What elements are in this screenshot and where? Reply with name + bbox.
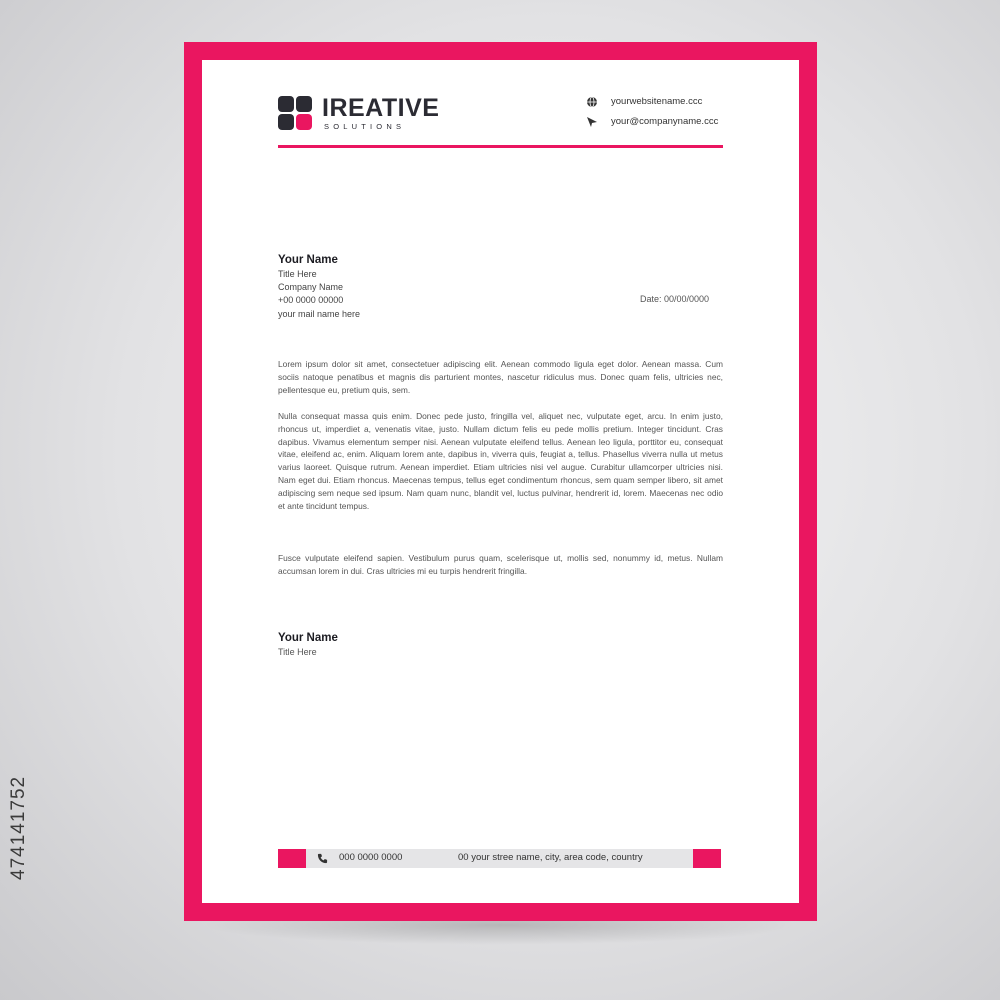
website-text[interactable]: yourwebsitename.ccc <box>611 96 703 107</box>
stock-image-id: 474141752 <box>8 775 29 880</box>
footer-address: 00 your stree name, city, area code, country <box>458 852 643 863</box>
globe-icon <box>586 96 598 108</box>
body-paragraph: Lorem ipsum dolor sit amet, consectetuer adipiscing elit. Aenean commodo ligula eget dolor. Aenean massa. Cum sociis natoque penatibus et magnis dis parturient montes, nascetur ridiculus mus. Donec quam felis, ultricies nec, pellentesque eu, pretium quis, sem. <box>278 359 723 395</box>
sender-name: Your Name <box>278 254 338 266</box>
sender-title: Title Here <box>278 269 317 279</box>
brand-name: IREATIVE <box>322 94 440 122</box>
sender-block <box>278 253 360 321</box>
brand-tagline: SOLUTIONS <box>324 122 406 131</box>
signature-name: Your Name <box>278 632 338 644</box>
logo-mark-icon <box>278 96 312 130</box>
body-paragraph: Nulla consequat massa quis enim. Donec pede justo, fringilla vel, aliquet nec, vulputate eget, arcu. In enim justo, rhoncus ut, imperdiet a, venenatis vitae, justo. Nullam dictum felis eu pede mollis pretium. Integer tincidunt. Cras dapibus. Vivamus elementum semper nisi. Aenean vulputate eleifend tellus. Aenean leo ligula, porttitor eu, consequat vitae, eleifend ac, enim. Aliquam lorem ante, dapibus in, viverra quis, feugiat a, tellus. Phasellus viverra nulla ut metus varius laoreet. Quisque rutrum. Aenean imperdiet. Etiam ultricies nisi vel augue. Curabitur ullamcorper ultricies nisi. Nam eget dui. Etiam rhoncus. Maecenas tempus, tellus eget condimentum rhoncus, sem quam semper libero, sit amet adipiscing sem neque sed ipsum. Nam quam nunc, blandit vel, luctus pulvinar, hendrerit id, lorem. Maecenas nec odio et ante tincidunt tempus. <box>278 411 723 511</box>
footer-bar <box>278 849 721 868</box>
company-logo <box>278 96 438 136</box>
footer-phone: 000 0000 0000 <box>339 852 403 863</box>
signature-title: Title Here <box>278 647 317 657</box>
sender-email: your mail name here <box>278 308 361 319</box>
signature-block <box>278 631 338 659</box>
letterhead-page <box>202 60 799 903</box>
sender-phone: +00 0000 00000 <box>278 295 344 306</box>
letter-date: Date: 00/00/0000 <box>640 294 710 304</box>
email-text[interactable]: your@companyname.ccc <box>611 116 719 127</box>
footer-accent-left <box>278 849 306 868</box>
sender-company: Company Name <box>278 282 344 293</box>
footer-accent-right <box>693 849 721 868</box>
body-paragraph: Fusce vulputate eleifend sapien. Vestibulum purus quam, scelerisque ut, mollis sed, nonummy id, metus. Nullam accumsan lorem in dui. Cras ultricies mi eu turpis hendrerit fringilla. <box>278 553 723 576</box>
phone-icon <box>317 853 328 864</box>
header-divider <box>278 145 723 148</box>
send-icon <box>586 116 598 128</box>
